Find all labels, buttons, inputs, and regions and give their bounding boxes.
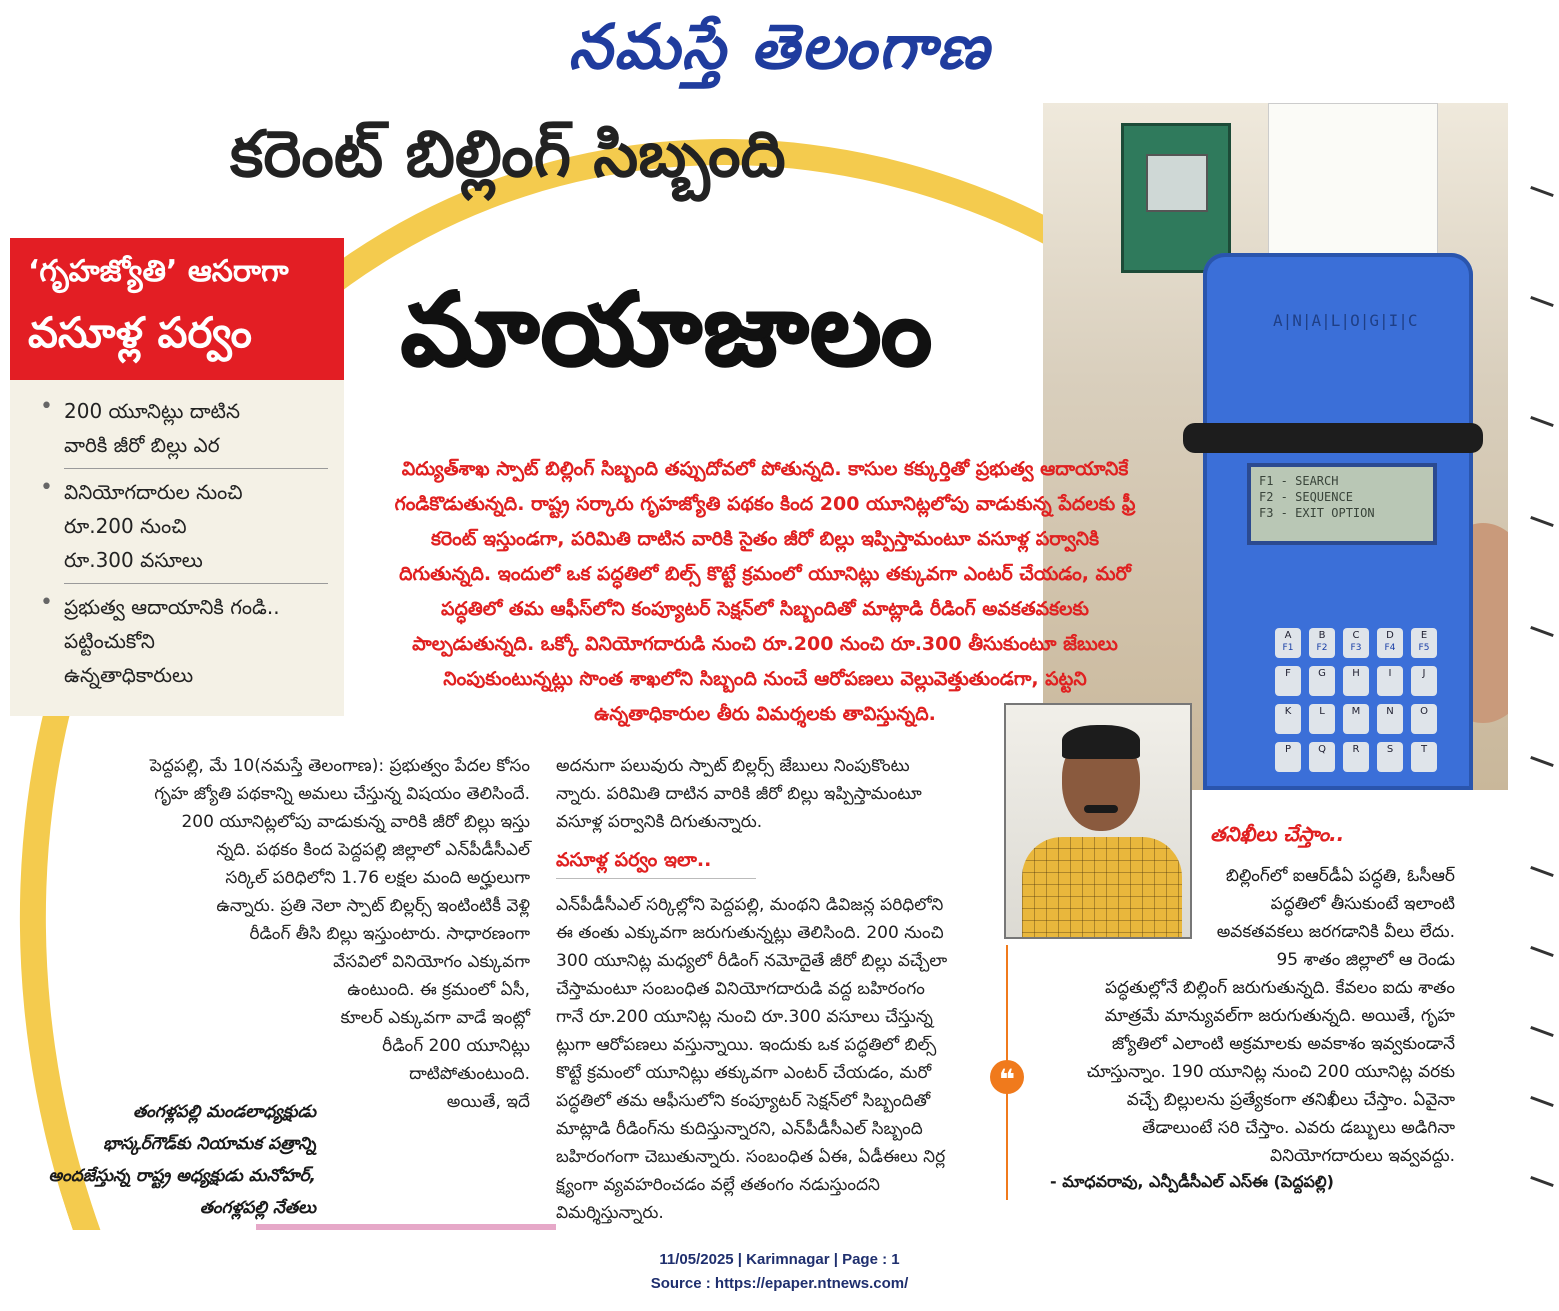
key <box>1275 628 1301 658</box>
body-line: కూలర్ ఎక్కువగా వాడే ఇంట్లో <box>340 1008 530 1028</box>
quote-line: చూస్తున్నాం. 190 యూనిట్ల నుంచి 200 యూనిట్ల వరకు <box>1086 1062 1455 1082</box>
key-letter: A <box>1284 630 1292 641</box>
key <box>1275 666 1301 696</box>
key-fn: F2 <box>1316 643 1328 653</box>
edge-mark <box>1530 756 1554 767</box>
key <box>1411 628 1437 658</box>
highlight-item <box>40 475 328 577</box>
edge-mark <box>1530 946 1554 957</box>
key <box>1343 666 1369 696</box>
key <box>1377 704 1403 734</box>
caption-line: అందజేస్తున్న రాష్ట్ర అధ్యక్షుడు మనోహర్, <box>48 1166 316 1186</box>
quote-title: తనిఖీలు చేస్తాం.. <box>1210 822 1345 846</box>
quote-line: మాత్రమే మాన్యువల్‌గా జరుగుతున్నది. అయితే, గృహ <box>1104 1006 1455 1026</box>
meter-window <box>1146 154 1208 212</box>
highlight-line: • 200 యూనిట్లు దాటిన <box>64 399 241 423</box>
key <box>1411 666 1437 696</box>
kicker-line2: వసూళ్ల పర్వం <box>28 308 252 357</box>
lead-line: పాల్పడుతున్నది. ఒక్కో వినియోగదారుడి నుంచి రూ.200 నుంచి రూ.300 తీసుకుంటూ జేబులు <box>412 633 1118 655</box>
body-column-1 <box>110 752 530 1116</box>
handheld-billing-device <box>1203 253 1473 790</box>
body-line: పెద్దపల్లి, మే 10(నమస్తే తెలంగాణ): ప్రభుత్వం పేదల కోసం <box>149 756 530 776</box>
screen-line: F3 - EXIT OPTION <box>1259 506 1375 520</box>
edge-mark <box>1530 866 1554 877</box>
edge-mark <box>1530 416 1554 427</box>
highlight-line: రూ.200 నుంచి <box>64 514 187 538</box>
body-line: విమర్శిస్తున్నారు. <box>556 1203 664 1223</box>
screen-line: F2 - SEQUENCE <box>1259 490 1353 504</box>
adjacent-photo-edge <box>256 1224 556 1230</box>
highlight-line: • ప్రభుత్వ ఆదాయానికి గండి.. <box>64 595 280 619</box>
key <box>1343 704 1369 734</box>
key-fn: F5 <box>1418 643 1430 653</box>
key <box>1309 704 1335 734</box>
lead-line: కరెంట్ ఇస్తుండగా, పరిమితి దాటిన వారికి సైతం జీరో బిల్లు ఇప్పిస్తామంటూ వసూళ్ల పర్వానికి <box>430 528 1100 550</box>
key-letter: M <box>1351 706 1361 717</box>
highlight-line: రూ.300 వసూలు <box>64 548 203 572</box>
highlights-box <box>10 380 344 716</box>
edge-mark <box>1530 1176 1554 1187</box>
page-edge-marks <box>1530 150 1559 1230</box>
lead-line: పద్ధతిలో తమ ఆఫీస్‌లోని కంప్యూటర్ సెక్షన్‌లో సిబ్బందితో మాట్లాడి రీడింగ్ అవకతవకలకు <box>440 598 1090 620</box>
photo-caption <box>16 1096 316 1224</box>
device-screen <box>1247 463 1437 545</box>
key <box>1275 704 1301 734</box>
key-letter: G <box>1318 668 1326 679</box>
quote-line: వచ్చే బిల్లులను ప్రత్యేకంగా తనిఖీలు చేస్తాం. ఏవైనా <box>1126 1090 1455 1110</box>
kicker-line1: ‘గృహజ్యోతి’ ఆసరాగా <box>28 254 289 289</box>
lead-line: ఉన్నతాధికారుల తీరు విమర్శలకు తావిస్తున్నది. <box>594 703 936 725</box>
body-line: సర్కిల్ పరిధిలోని 1.76 లక్షల మంది అర్హులుగా <box>225 868 530 888</box>
device-keypad <box>1275 628 1445 772</box>
key <box>1309 628 1335 658</box>
body-line: క్ష్యంగా వ్యవహరించడం వల్లే తతంగం నడుస్తుందని <box>556 1175 880 1195</box>
page-footer <box>0 1248 1559 1296</box>
footer-date-edition: 11/05/2025 | Karimnagar | Page : 1 <box>659 1251 900 1268</box>
quote-line: అవకతవకలు జరగడానికి వీలు లేదు. <box>1216 922 1455 942</box>
key-letter: H <box>1352 668 1360 679</box>
key <box>1377 628 1403 658</box>
quote-signature: - మాధవరావు, ఎన్పీడీసీఎల్ ఎస్ఈ (పెద్దపల్లి) <box>1050 1172 1334 1191</box>
key <box>1343 742 1369 772</box>
key <box>1309 742 1335 772</box>
body-line: గానే రూ.200 యూనిట్ల నుంచి రూ.300 వసూలు చేస్తున్న <box>556 1007 933 1027</box>
body-line: ఉంటుంది. ఈ క్రమంలో ఏసీ, <box>347 980 530 1000</box>
highlight-line: వారికి జీరో బిల్లు ఎర <box>64 433 220 457</box>
body-line: అయితే, ఇదే <box>446 1092 530 1112</box>
portrait-moustache <box>1084 805 1118 813</box>
lead-line: విద్యుత్‌శాఖ స్పాట్ బిల్లింగ్ సిబ్బంది తప్పుదోవలో పోతున్నది. కాసుల కక్కుర్తితో ప్రభుత్వ ఆదాయానికే <box>401 458 1129 480</box>
headline-line1: కరెంట్ బిల్లింగ్ సిబ్బంది <box>230 118 786 192</box>
quote-body <box>1040 862 1455 1170</box>
body-line: 200 యూనిట్లలోపు వాడుకున్న వారికి జీరో బిల్లు ఇస్తు <box>181 812 530 832</box>
key <box>1309 666 1335 696</box>
quote-line: పద్ధతిలో తీసుకుంటే ఇలాంటి <box>1270 894 1455 914</box>
body-line: అదనుగా పలువురు స్పాట్ బిల్లర్స్ జేబులు నింపుకొంటు <box>556 756 910 776</box>
quote-line: 95 శాతం జిల్లాలో ఆ రెండు <box>1276 950 1455 970</box>
key-letter: N <box>1386 706 1394 717</box>
key <box>1377 742 1403 772</box>
body-line: న్నారు. పరిమితి దాటిన వారికి జీరో బిల్లు ఇప్పిస్తామంటూ <box>556 784 922 804</box>
body-line: వేసవిలో వినియోగం ఎక్కువగా <box>333 952 530 972</box>
lead-line: నింపుకుంటున్నట్లు సొంత శాఖలోని సిబ్బంది నుంచే ఆరోపణలు వెల్లువెత్తుతుండగా, పట్టని <box>443 668 1087 690</box>
screen-line: F1 - SEARCH <box>1259 474 1339 488</box>
key-letter: L <box>1319 706 1325 717</box>
key-fn: F3 <box>1350 643 1362 653</box>
key-letter: R <box>1352 744 1360 755</box>
electric-meter-image <box>1121 123 1231 273</box>
key-fn: F4 <box>1384 643 1396 653</box>
edge-mark <box>1530 186 1554 197</box>
headline-line2: మాయాజాలం <box>400 270 933 387</box>
quote-line: జ్యోతిలో ఎలాంటి అక్రమాలకు అవకాశం ఇవ్వకుండానే <box>1111 1034 1455 1054</box>
key-letter: I <box>1388 668 1392 679</box>
body-line: వసూళ్ల పర్వానికి దిగుతున్నారు. <box>556 812 763 832</box>
edge-mark <box>1530 296 1554 307</box>
key-fn: F1 <box>1282 643 1294 653</box>
key-letter: Q <box>1318 744 1326 755</box>
device-brand: A|N|A|L|O|G|I|C <box>1273 311 1418 330</box>
body-line: చేస్తామంటూ సంబంధిత వినియోగదారుడి వద్ద బహిరంగం <box>556 979 925 999</box>
edge-mark <box>1530 1026 1554 1037</box>
edge-mark <box>1530 626 1554 637</box>
kicker-box <box>10 238 344 380</box>
key-letter: S <box>1386 744 1394 755</box>
body-column-2 <box>556 752 976 1227</box>
lead-line: గండికొడుతున్నది. రాష్ట్ర సర్కారు గృహజ్యోతి పథకం కింద 200 యూనిట్లలోపు వాడుకున్న పేదలకు ఫ్రీ <box>394 493 1136 515</box>
key-letter: D <box>1386 630 1394 641</box>
body-line: బహిరంగంగా చెబుతున్నారు. సంబంధిత ఏఈ, ఏడీఈలు నిర్ల <box>556 1147 946 1167</box>
key <box>1411 742 1437 772</box>
edge-mark <box>1530 1096 1554 1107</box>
body-line: రీడింగ్ 200 యూనిట్లు <box>382 1036 530 1056</box>
highlight-item <box>40 394 328 462</box>
portrait-hair <box>1062 725 1140 759</box>
body-line: పద్ధతిలో తమ ఆఫీసులోని కంప్యూటర్ సెక్షన్‌లో సిబ్బందితో <box>556 1091 931 1111</box>
quote-line: పద్ధతుల్లోనే బిల్లింగ్ జరుగుతున్నది. కేవలం ఐదు శాతం <box>1105 978 1455 998</box>
section-subhead: వసూళ్ల పర్వం ఇలా.. <box>556 846 756 879</box>
body-line: మాట్లాడి రీడింగ్‌ను కుదిస్తున్నారని, ఎన్‌పీడీసీఎల్ సిబ్బంది <box>556 1119 923 1139</box>
body-line: ఎన్‌పీడీసీఎల్ సర్కిల్లోని పెద్దపల్లి, మంథని డివిజన్ల పరిధిలోని <box>556 895 944 915</box>
key-letter: E <box>1420 630 1428 641</box>
key-letter: P <box>1284 744 1292 755</box>
footer-source[interactable]: Source : https://epaper.ntnews.com/ <box>650 1275 909 1292</box>
body-line: 300 యూనిట్ల మధ్యలో రీడింగ్ నమోదైతే జీరో బిల్లు వచ్చేలా <box>556 951 948 971</box>
body-line: దాటిపోతుంటుంది. <box>409 1064 530 1084</box>
highlight-line: పట్టించుకోని <box>64 629 155 653</box>
key-letter: C <box>1352 630 1360 641</box>
edge-mark <box>1530 516 1554 527</box>
body-line: న్నది. పథకం కింద పెద్దపల్లి జిల్లాలో ఎన్‌పీడీసీఎల్ <box>216 840 530 860</box>
body-paragraph <box>556 891 976 1227</box>
quote-line: తేడాలుంటే సరి చేస్తాం. ఎవరు డబ్బులు అడిగినా <box>1142 1118 1455 1138</box>
key-letter: T <box>1420 744 1428 755</box>
body-line: కొట్టే క్రమంలో యూనిట్లు తక్కువగా ఎంటర్ చేయడం, మరో <box>556 1063 932 1083</box>
body-line: ఈ తంతు ఎక్కువగా జరుగుతున్నట్లు తెలిసింది. 200 నుంచి <box>556 923 944 943</box>
key <box>1275 742 1301 772</box>
key <box>1377 666 1403 696</box>
caption-line: భాస్కర్‌గౌడ్‌కు నియామక పత్రాన్ని <box>103 1134 316 1154</box>
body-line: ఉన్నారు. ప్రతి నెలా స్పాట్ బిల్లర్స్ ఇంటింటికీ వెళ్లి <box>216 896 530 916</box>
key <box>1411 704 1437 734</box>
device-strap <box>1183 423 1483 453</box>
masthead-logo: నమస్తే తెలంగాణ <box>568 10 991 83</box>
quote-line: వినియోగదారులు ఇవ్వవద్దు. <box>1269 1146 1455 1166</box>
caption-line: తంగళ్లపల్లి మండలాధ్యక్షుడు <box>132 1102 316 1122</box>
highlight-line: ఉన్నతాధికారులు <box>64 663 194 687</box>
body-line: రీడింగ్ తీసి బిల్లు ఇస్తుంటారు. సాధారణంగా <box>249 924 530 944</box>
quote-icon: ❝ <box>990 1060 1024 1094</box>
divider <box>64 583 328 584</box>
body-line: ట్లుగా ఆరోపణలు వస్తున్నాయి. ఇందుకు ఒక పద్ధతిలో బిల్స్ <box>556 1035 937 1055</box>
highlight-line: • వినియోగదారుల నుంచి <box>64 480 243 504</box>
key-letter: J <box>1422 668 1426 679</box>
body-line: గృహ జ్యోతి పథకాన్ని అమలు చేస్తున్న విషయం తెలిసిందే. <box>154 784 530 804</box>
highlight-item <box>40 590 328 692</box>
key-letter: K <box>1284 706 1292 717</box>
key <box>1343 628 1369 658</box>
lead-paragraph <box>360 452 1170 732</box>
key-letter: B <box>1318 630 1326 641</box>
key-letter: F <box>1285 668 1291 679</box>
caption-line: తంగళ్లపల్లి నేతలు <box>199 1198 316 1218</box>
lead-line: దిగుతున్నది. ఇందులో ఒక పద్ధతిలో బిల్స్ కొట్టే క్రమంలో యూనిట్లు తక్కువగా ఎంటర్ చేయడం, మరో <box>399 563 1131 585</box>
key-letter: O <box>1420 706 1428 717</box>
quote-line: బిల్లింగ్‌లో ఐఆర్‌డీఏ పద్ధతి, ఓసీఆర్ <box>1225 866 1455 886</box>
divider <box>64 468 328 469</box>
